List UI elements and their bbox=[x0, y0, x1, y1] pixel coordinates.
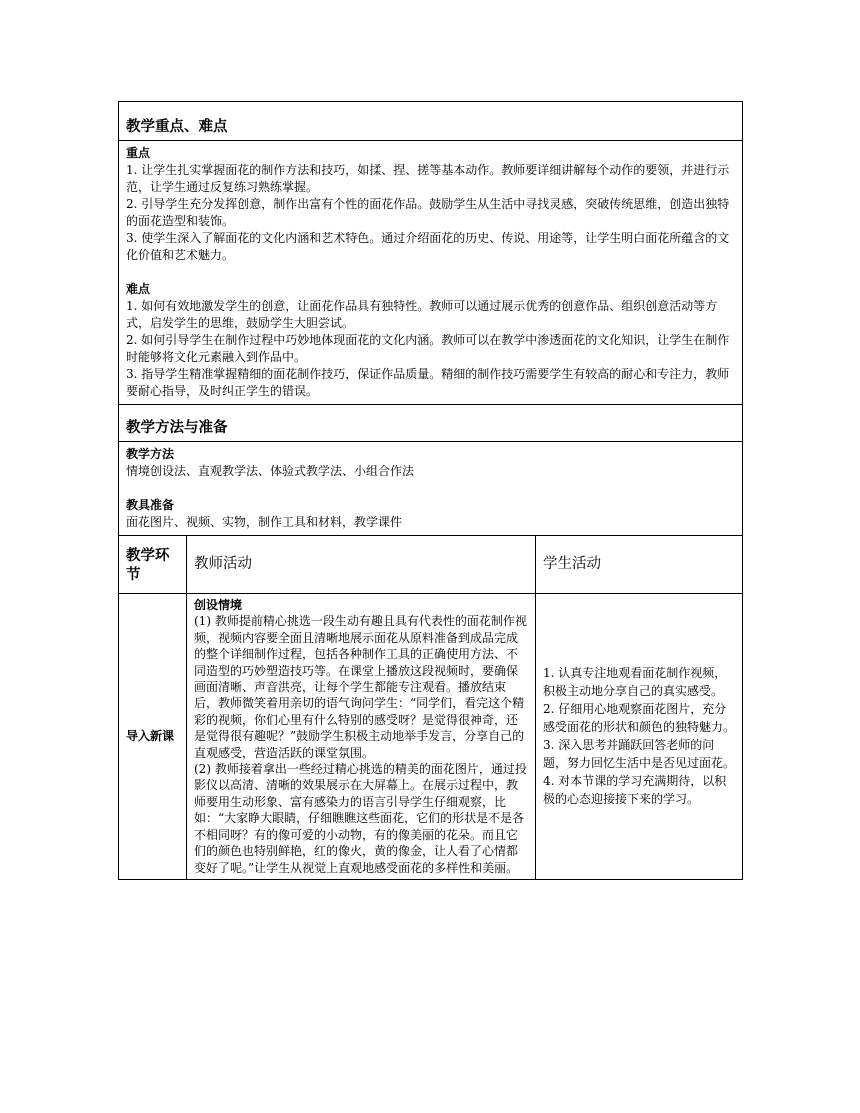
teacher-activity-cell bbox=[187, 594, 536, 880]
activity-row bbox=[119, 594, 743, 880]
difficult-point-2: 2. 如何引导学生在制作过程中巧妙地体现面花的文化内涵。教师可以在教学中渗透面花的文化知识，让学生在制作时能够将文化元素融入到作品中。 bbox=[126, 333, 730, 364]
lesson-plan-table bbox=[118, 101, 743, 880]
teacher-activity-paragraph-2: (2) 教师接着拿出一些经过精心挑选的精美的面花图片，通过投影仪以高清、清晰的效果展示在大屏幕上。在展示过程中，教师要用生动形象、富有感染力的语言引导学生仔细观察，比如：“大家睁大眼睛，仔细瞧瞧这些面花，它们的形状是不是各不相同呀？有的像可爱的小动物，有的像美丽的花朵。而且它们的颜色也特别鲜艳，红的像火，黄的像金，让人看了心情都变好了呢。”让学生从视觉上直观地感受面花的多样性和美丽。 bbox=[194, 762, 527, 875]
teacher-activity-title: 创设情境 bbox=[194, 598, 243, 612]
student-activity-item-4: 4. 对本节课的学习充满期待，以积极的心态迎接接下来的学习。 bbox=[543, 774, 727, 807]
section1-header-row bbox=[119, 102, 743, 141]
spacer bbox=[126, 480, 735, 497]
key-point-1: 1. 让学生扎实掌握面花的制作方法和技巧，如揉、捏、搓等基本动作。教师要详细讲解每个动作的要领，并进行示范，让学生通过反复练习熟练掌握。 bbox=[126, 163, 730, 194]
methods-label: 教学方法 bbox=[126, 447, 175, 461]
tools-label: 教具准备 bbox=[126, 498, 175, 512]
section1-body bbox=[119, 141, 743, 405]
key-points-label: 重点 bbox=[126, 146, 151, 160]
student-activity-item-1: 1. 认真专注地观看面花制作视频，积极主动地分享自己的真实感受。 bbox=[543, 666, 727, 699]
header-student: 学生活动 bbox=[536, 536, 743, 594]
key-point-3: 3. 使学生深入了解面花的文化内涵和艺术特色。通过介绍面花的历史、传说、用途等，让学生明白面花所蕴含的文化价值和艺术魅力。 bbox=[126, 231, 730, 262]
section2-header-row bbox=[119, 405, 743, 442]
section1-body-row bbox=[119, 141, 743, 405]
difficult-point-3: 3. 指导学生精准掌握精细的面花制作技巧，保证作品质量。精细的制作技巧需要学生有较高的耐心和专注力，教师要耐心指导，及时纠正学生的错误。 bbox=[126, 367, 730, 398]
stage-cell: 导入新课 bbox=[119, 594, 187, 880]
student-activity-cell bbox=[536, 594, 743, 880]
activity-header-row bbox=[119, 536, 743, 594]
teacher-activity-paragraph-1: (1) 教师提前精心挑选一段生动有趣且具有代表性的面花制作视频，视频内容要全面且清晰地展示面花从原料准备到成品完成的整个详细制作过程，包括各种制作工具的正确使用方法、不同造型的巧妙塑造技巧等。在课堂上播放这段视频时，要确保画面清晰、声音洪亮，让每个学生都能专注观看。播放结束后，教师微笑着用亲切的语气询问学生：“同学们，看完这个精彩的视频，你们心里有什么特别的感受呀？是觉得很神奇，还是觉得很有趣呢？”鼓励学生积极主动地举手发言，分享自己的直观感受，营造活跃的课堂氛围。 bbox=[194, 614, 527, 760]
student-activity-item-3: 3. 深入思考并踊跃回答老师的问题，努力回忆生活中是否见过面花。 bbox=[543, 738, 736, 771]
difficult-points-label: 难点 bbox=[126, 282, 151, 296]
difficult-point-1: 1. 如何有效地激发学生的创意，让面花作品具有独特性。教师可以通过展示优秀的创意作品、组织创意活动等方式，启发学生的思维，鼓励学生大胆尝试。 bbox=[126, 299, 718, 330]
section1-title: 教学重点、难点 bbox=[119, 102, 743, 141]
methods-text: 情境创设法、直观教学法、体验式教学法、小组合作法 bbox=[126, 464, 415, 478]
tools-text: 面花图片、视频、实物，制作工具和材料，教学课件 bbox=[126, 515, 403, 529]
lesson-plan-page bbox=[118, 101, 742, 880]
header-stage: 教学环节 bbox=[119, 536, 187, 594]
section2-body-row bbox=[119, 442, 743, 536]
header-teacher: 教师活动 bbox=[187, 536, 536, 594]
key-point-2: 2. 引导学生充分发挥创意，制作出富有个性的面花作品。鼓励学生从生活中寻找灵感，突破传统思维，创造出独特的面花造型和装饰。 bbox=[126, 197, 730, 228]
spacer bbox=[126, 264, 735, 281]
student-activity-item-2: 2. 仔细用心地观察面花图片，充分感受面花的形状和颜色的独特魅力。 bbox=[543, 702, 736, 735]
section2-title: 教学方法与准备 bbox=[119, 405, 743, 442]
section2-body bbox=[119, 442, 743, 536]
